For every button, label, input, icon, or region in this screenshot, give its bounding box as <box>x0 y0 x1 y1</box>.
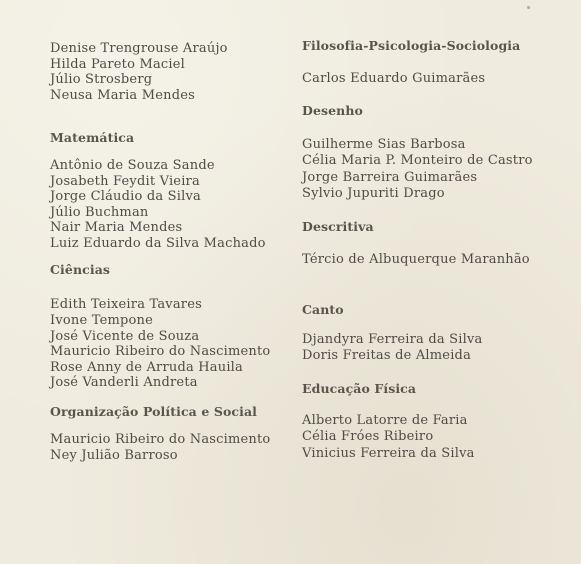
teacher-name: Ivone Tempone <box>50 313 154 328</box>
subject-heading-organizacao: Organização Política e Social <box>50 404 258 419</box>
teacher-name: Djandyra Ferreira da Silva <box>302 332 483 347</box>
teacher-name: Célia Maria P. Monteiro de Castro <box>302 153 533 168</box>
teacher-name: Célia Fróes Ribeiro <box>302 429 434 444</box>
teacher-name: Nair Maria Mendes <box>50 220 183 235</box>
teacher-name: Tércio de Albuquerque Maranhão <box>302 252 530 267</box>
teacher-name: Ney Julião Barroso <box>50 448 178 463</box>
teacher-name: Hilda Pareto Maciel <box>50 57 186 72</box>
teacher-name: Sylvio Jupuriti Drago <box>302 186 445 201</box>
teacher-name: Doris Freitas de Almeida <box>302 348 472 363</box>
teacher-name: Júlio Buchman <box>50 205 149 220</box>
teacher-name: Mauricio Ribeiro do Nascimento <box>50 344 271 359</box>
teacher-name: Luiz Eduardo da Silva Machado <box>50 236 266 251</box>
teacher-name: José Vanderli Andreta <box>50 375 198 390</box>
subject-heading-canto: Canto <box>302 302 344 317</box>
subject-heading-educacao-fisica: Educação Física <box>302 381 417 396</box>
teacher-name: Vinicius Ferreira da Silva <box>302 446 475 461</box>
teacher-name: Josabeth Feydit Vieira <box>50 174 200 189</box>
teacher-name: Edith Teixeira Tavares <box>50 297 202 312</box>
teacher-name: Jorge Barreira Guimarães <box>302 170 478 185</box>
teacher-name: Alberto Latorre de Faria <box>302 413 468 428</box>
teacher-name: Mauricio Ribeiro do Nascimento <box>50 432 271 447</box>
teacher-name: Denise Trengrouse Araújo <box>50 41 228 56</box>
teacher-name: Carlos Eduardo Guimarães <box>302 71 486 86</box>
subject-heading-ciencias: Ciências <box>50 262 111 277</box>
teacher-name: Antônio de Souza Sande <box>50 158 215 173</box>
teacher-name: Guilherme Sias Barbosa <box>302 137 466 152</box>
subject-heading-descritiva: Descritiva <box>302 219 374 234</box>
subject-heading-desenho: Desenho <box>302 103 363 118</box>
teacher-name: José Vicente de Souza <box>50 329 200 344</box>
paper-speck <box>527 6 530 9</box>
subject-heading-filosofia: Filosofia-Psicologia-Sociologia <box>302 38 521 53</box>
teacher-name: Rose Anny de Arruda Hauila <box>50 360 243 375</box>
teacher-name: Júlio Strosberg <box>50 72 153 87</box>
subject-heading-matematica: Matemática <box>50 130 135 145</box>
teacher-name: Jorge Cláudio da Silva <box>50 189 201 204</box>
teacher-name: Neusa Maria Mendes <box>50 88 195 103</box>
